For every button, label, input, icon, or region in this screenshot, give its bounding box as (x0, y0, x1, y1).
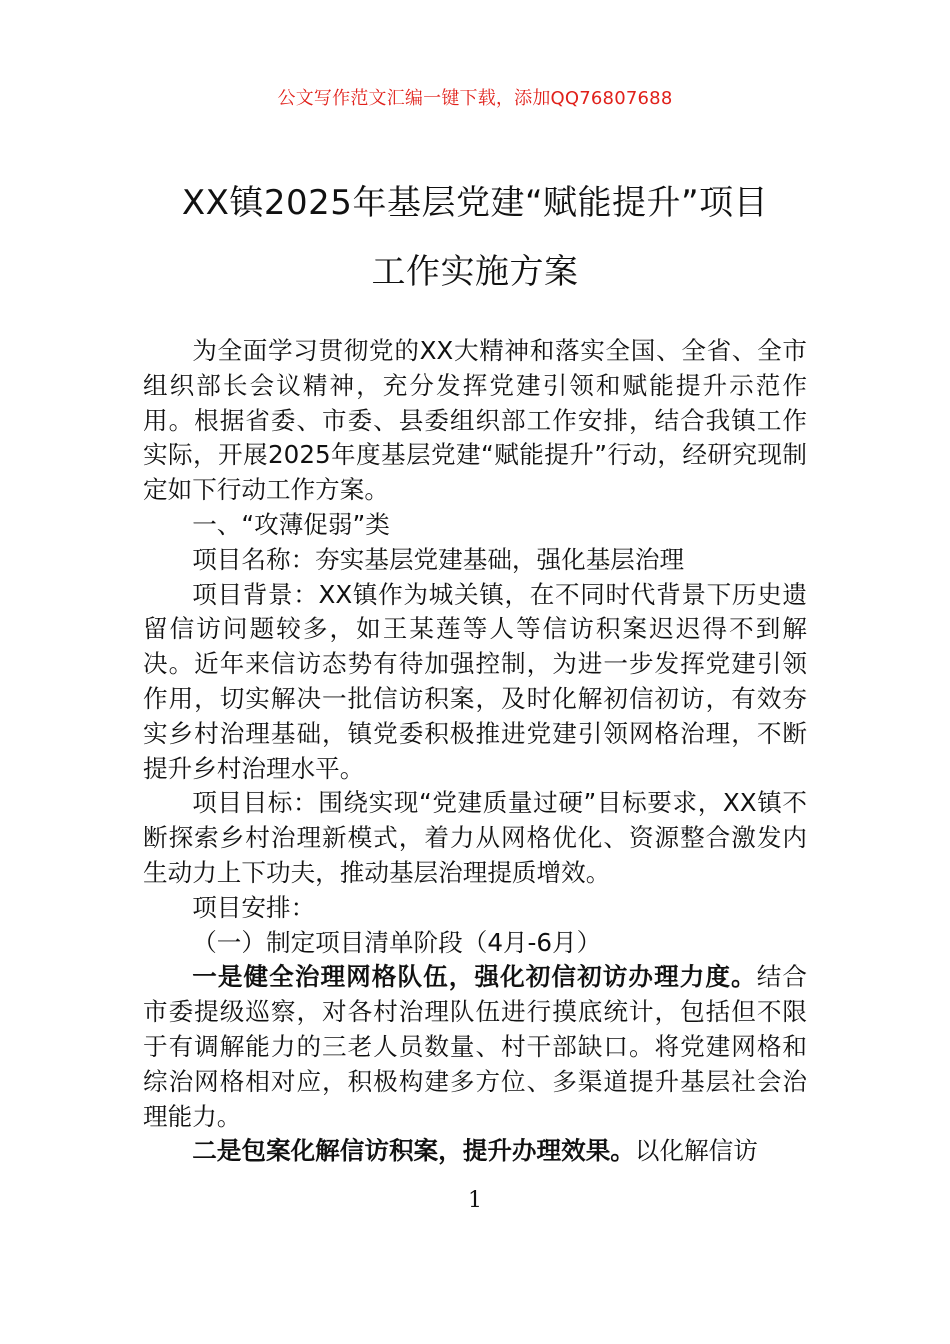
document-title-line-2: 工作实施方案 (371, 252, 579, 292)
section-heading: 一、“攻薄促弱”类 (192, 509, 390, 539)
phase-heading: （一）制定项目清单阶段（4月-6月） (192, 927, 602, 957)
project-name-paragraph: 项目名称：夯实基层党建基础，强化基层治理 (192, 544, 685, 574)
item-two-lead: 二是包案化解信访积案，提升办理效果。 (192, 1136, 635, 1166)
project-background-paragraph: 项目背景：XX镇作为城关镇，在不同时代背景下历史遗留信访问题较多，如王某莲等人等信访积案迟迟得不到解决。近年来信访态势有待加强控制，为进一步发挥党建引领作用，切实解决一批信访积案，及时化解初信初访，有效夯实乡村治理基础，镇党委积极推进党建引领网格治理，不断提升乡村治理水平。 (143, 579, 807, 783)
document-title-line-1: XX镇2025年基层党建“赋能提升”项目 (181, 183, 769, 223)
project-arrangement-paragraph: 项目安排： (192, 892, 316, 922)
item-one-lead: 一是健全治理网格队伍，强化初信初访办理力度。 (192, 962, 757, 992)
project-goal-paragraph: 项目目标：围绕实现“党建质量过硬”目标要求，XX镇不断探索乡村治理新模式，着力从网格优化、资源整合激发内生动力上下功夫，推动基层治理提质增效。 (143, 788, 807, 887)
document-body (143, 334, 807, 1169)
intro-paragraph: 为全面学习贯彻党的XX大精神和落实全国、全省、全市组织部长会议精神，充分发挥党建引领和赋能提升示范作用。根据省委、市委、县委组织部工作安排，结合我镇工作实际，开展2025年度基层党建“赋能提升”行动，经研究现制定如下行动工作方案。 (143, 336, 807, 505)
item-one-text: 结合市委提级巡察，对各村治理队伍进行摸底统计，包括但不限于有调解能力的三老人员数量、村干部缺口。将党建网格和综治网格相对应，积极构建多方位、多渠道提升基层社会治理能力。 (143, 962, 807, 1131)
item-one-paragraph (143, 960, 807, 1134)
item-two-paragraph (143, 1134, 807, 1169)
page-number: 1 (468, 1188, 482, 1213)
item-two-text: 以化解信访 (634, 1136, 758, 1166)
download-banner: 公文写作范文汇编一键下载，添加QQ76807688 (277, 88, 673, 109)
